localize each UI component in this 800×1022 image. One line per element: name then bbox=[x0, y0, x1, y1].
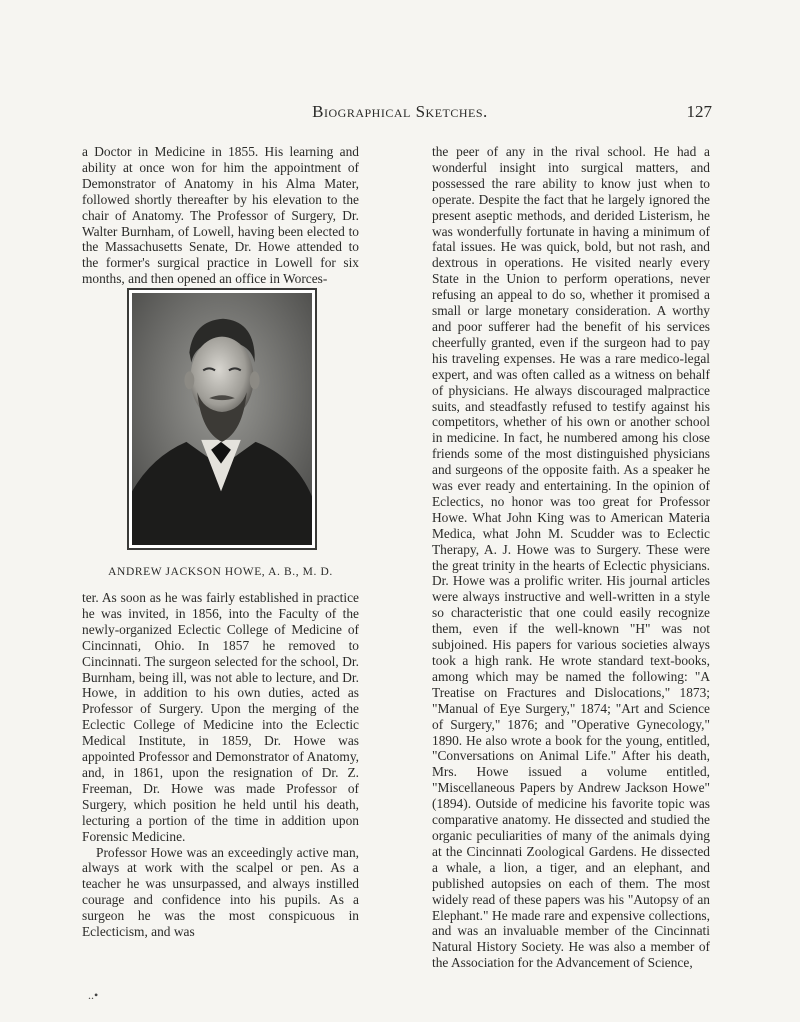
running-title: Biographical Sketches. bbox=[312, 102, 488, 121]
left-column-bottom bbox=[82, 590, 359, 940]
footer-mark: ..• bbox=[88, 988, 99, 1002]
portrait-photo bbox=[127, 288, 317, 550]
page-number: 127 bbox=[686, 102, 712, 121]
right-column bbox=[432, 144, 710, 971]
paragraph: the peer of any in the rival school. He had a wonderful insight into surgical matters, and possessed the rare ability to know just when to operate. Despite the fact that he largely ignored the present aseptic methods, and derided Listerism, he was wonderfully fortunate in having a minimum of fatal issues. He was quick, bold, but not rash, and dextrous in operations. He visited nearly every State in the Union to perform operations, never refusing an appeal to do so, whether it promised a small or large monetary consideration. A worthy and poor sufferer had the benefit of his services cheerfully granted, even if the surgeon had to pay his traveling expenses. He was a rare medico-legal expert, and was often called as a witness on behalf of physicians. He always discouraged malpractice suits, and steadfastly refused to testify against his competitors, whether of his own or another school in medicine. In fact, he numbered among his close friends some of the most distinguished physicians and surgeons of the opposite faith. As a speaker he was ever ready and entertaining. In the opinion of Eclectics, no honor was too great for Professor Howe. What John King was to American Materia Medica, what John M. Scudder was to Eclectic Therapy, A. J. Howe was to Surgery. These were the great trinity in the hearts of Eclectic physicians. Dr. Howe was a prolific writer. His journal articles were always instructive and well-written in a style so characteristic that one could easily recognize them, even if the well-known "H" was not subjoined. His papers for various societies always took a high rank. He wrote standard text-books, among which may be named the following: "A Treatise on Fractures and Dislocations," 1873; "Manual of Eye Surgery," 1874; "Art and Science of Surgery," 1876; and "Operative Gynecology," 1890. He also wrote a book for the young, entitled, "Conversations on Animal Life." After his death, Mrs. Howe issued a volume entitled, "Miscellaneous Papers by Andrew Jackson Howe" (1894). Outside of medicine his favorite topic was comparative anatomy. He dissected and studied the organic peculiarities of many of the animals dying at the Cincinnati Zoological Gardens. He dissected a whale, a lion, a tiger, and an elephant, and published autopsies on each of them. The most widely read of these papers was his "Autopsy of an Elephant." He made rare and expensive collections, and was an invaluable member of the Cincinnati Natural History Society. He was also a member of the Association for the Advancement of Science, bbox=[432, 144, 710, 971]
running-head bbox=[0, 102, 800, 126]
portrait-caption: ANDREW JACKSON HOWE, A. B., M. D. bbox=[108, 566, 333, 578]
paragraph: ter. As soon as he was fairly established in practice he was invited, in 1856, into the Faculty of the newly-organized Eclectic College of Medicine of Cincinnati, Ohio. In 1857 he removed to Cincinnati. The surgeon selected for the school, Dr. Burnham, being ill, was not able to lecture, and Dr. Howe, in addition to his own duties, acted as Professor of Surgery. Upon the merging of the Eclectic College of Medicine into the Eclectic Medical Institute, in 1859, Dr. Howe was appointed Professor and Demonstrator of Anatomy, and, in 1861, upon the resignation of Dr. Z. Freeman, Dr. Howe was made Professor of Surgery, which position he held until his death, lecturing a portion of the time in addition upon Forensic Medicine. bbox=[82, 590, 359, 844]
paragraph: Professor Howe was an exceedingly active man, always at work with the scalpel or pen. As a teacher he was unsurpassed, and always instilled courage and confidence into his pupils. As a surgeon he was the most conspicuous in Eclecticism, and was bbox=[82, 844, 359, 940]
left-column-top bbox=[82, 144, 359, 287]
paragraph: a Doctor in Medicine in 1855. His learning and ability at once won for him the appointment of Demonstrator of Anatomy in his Alma Mater, followed shortly thereafter by his elevation to the chair of Anatomy. The Professor of Surgery, Dr. Walter Burnham, of Lowell, having been elected to the Massachusetts Senate, Dr. Howe attended to the former's surgical practice in Lowell for six months, and then opened an office in Worces- bbox=[82, 144, 359, 287]
portrait-image bbox=[132, 293, 312, 545]
